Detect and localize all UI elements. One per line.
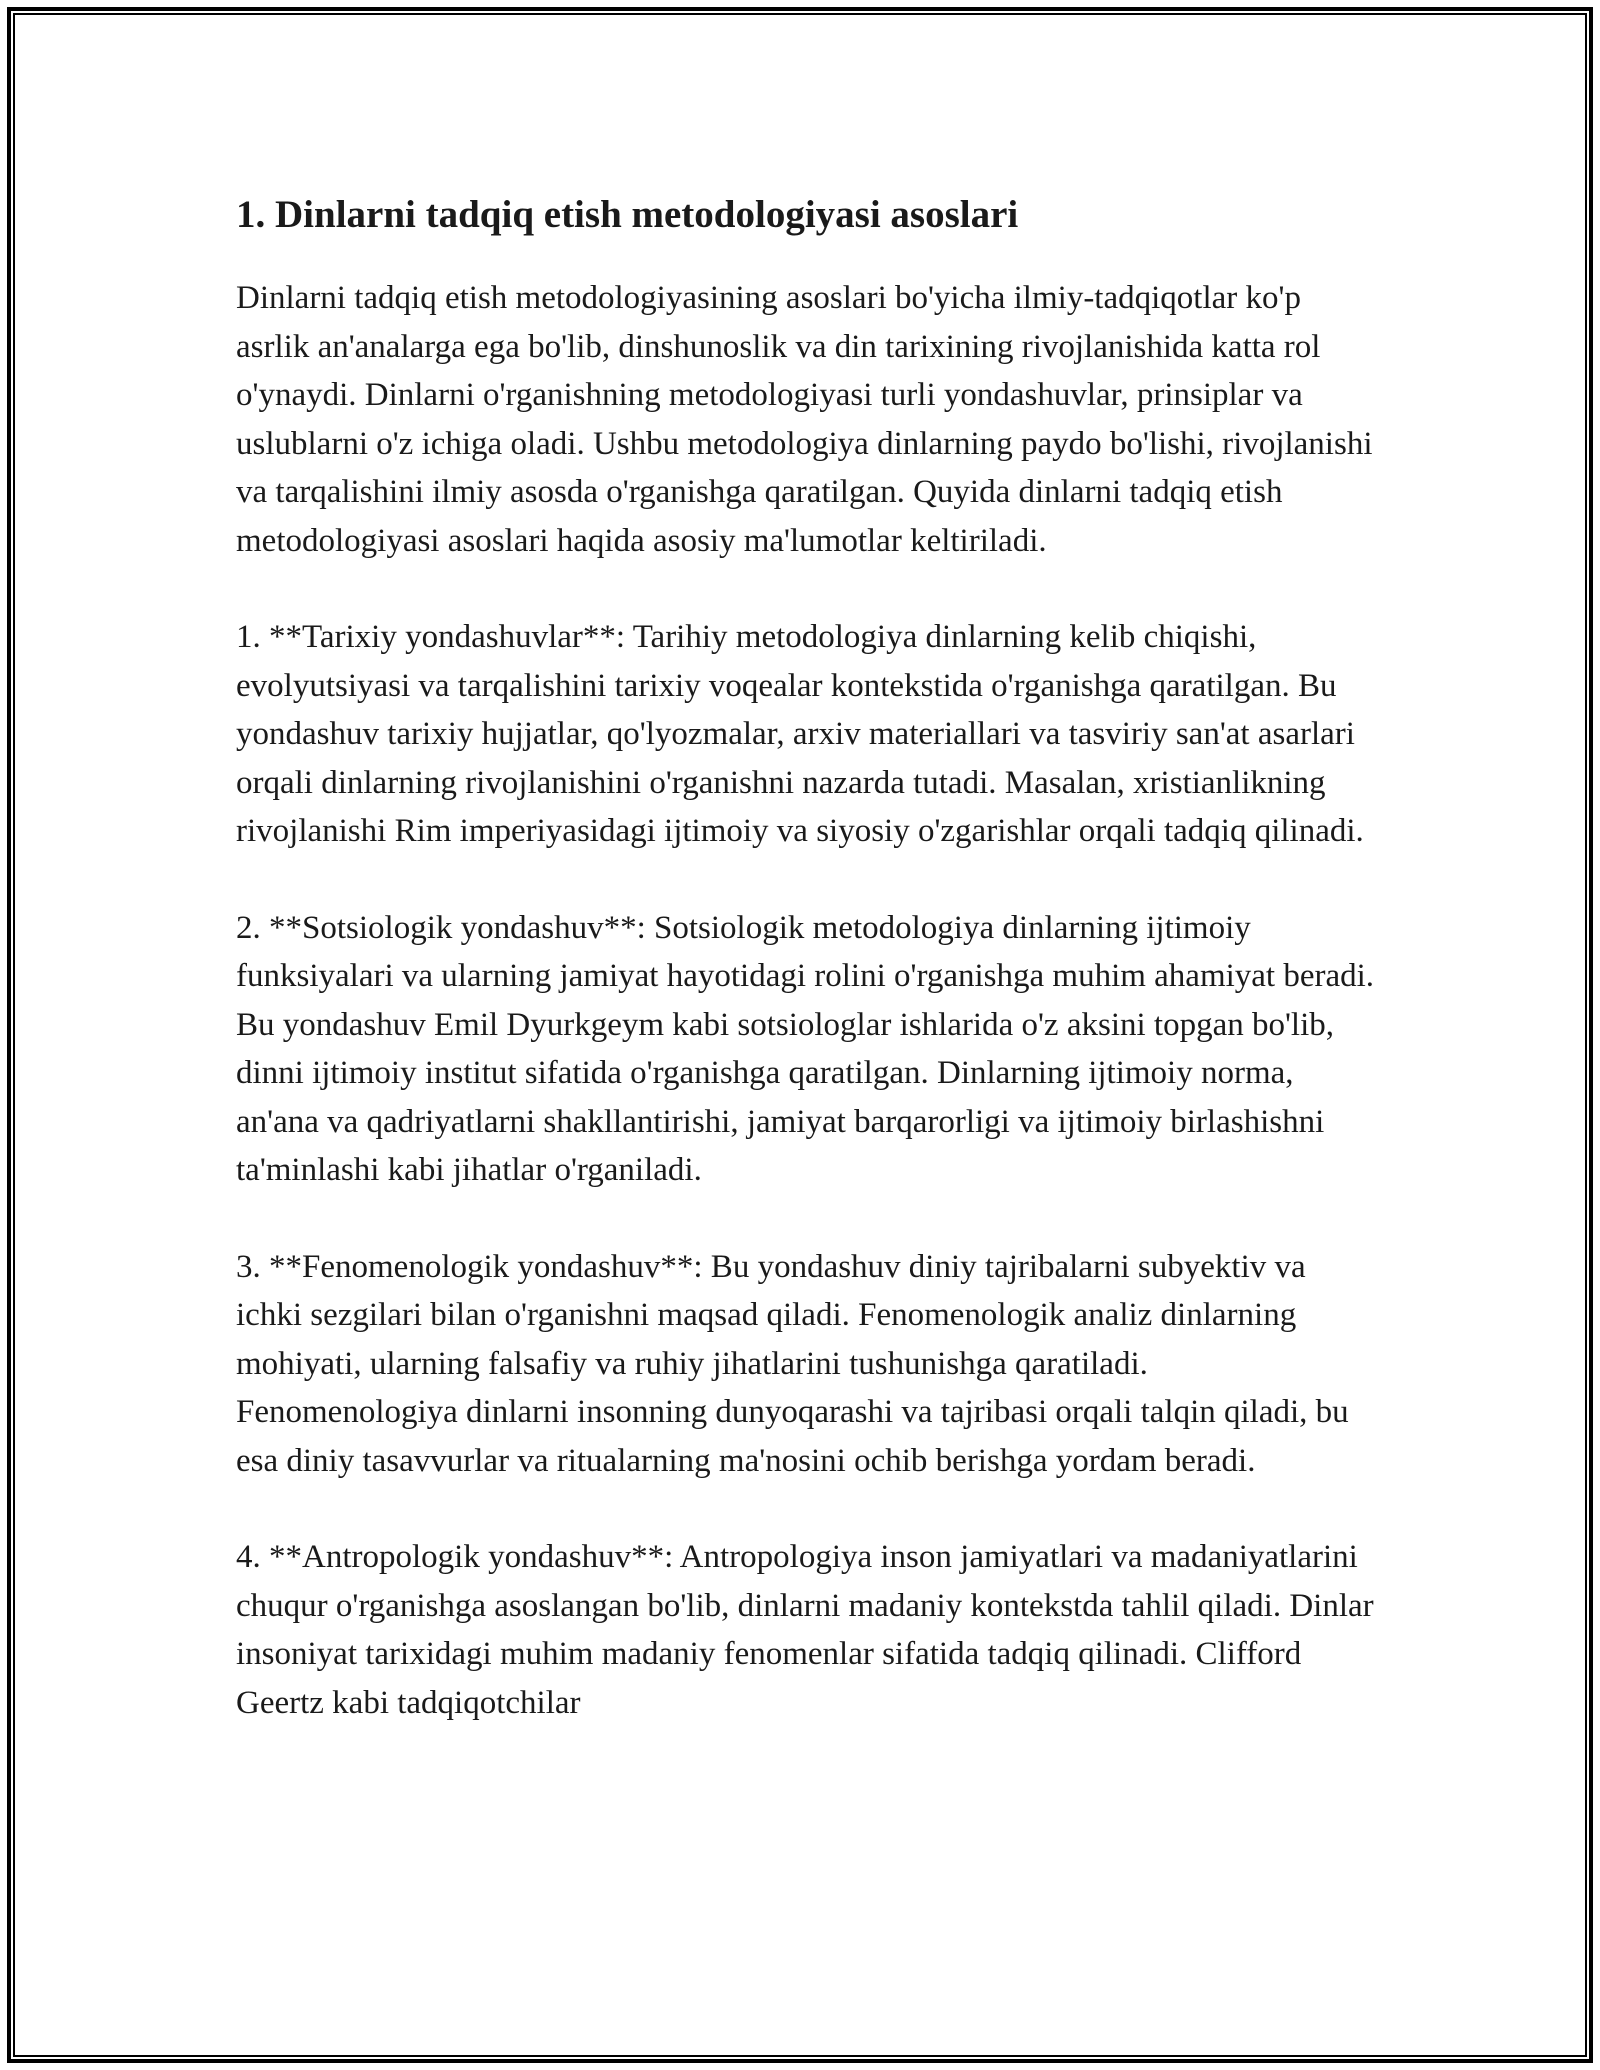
list-item-historical: 1. **Tarixiy yondashuvlar**: Tarihiy metodologiya dinlarning kelib chiqishi, evolyutsiyasi va tarqalishini tarixiy voqealar kontekstida o'rganishga qaratilgan. Bu yondashuv tarixiy hujjatlar, qo'lyozmalar, arxiv materiallari va tasviriy san'at asarlari orqali dinlarning rivojlanishini o'rganishni nazarda tutadi. Masalan, xristianlikning rivojlanishi Rim imperiyasidagi ijtimoiy va siyosiy o'zgarishlar orqali tadqiq qilinadi. xyxy=(236,619,1364,849)
section-heading: 1. Dinlarni tadqiq etish metodologiyasi asoslari xyxy=(236,193,1019,236)
list-item-anthropological: 4. **Antropologik yondashuv**: Antropologiya inson jamiyatlari va madaniyatlarini chuqur o'rganishga asoslangan bo'lib, dinlarni madaniy kontekstda tahlil qiladi. Dinlar insoniyat tarixidagi muhim madaniy fenomenlar sifatida tadqiq qilinadi. Clifford Geertz kabi tadqiqotchilar xyxy=(236,1539,1374,1721)
intro-paragraph: Dinlarni tadqiq etish metodologiyasining asoslari bo'yicha ilmiy-tadqiqotlar ko'p asrlik an'analarga ega bo'lib, dinshunoslik va din tarixining rivojlanishida katta rol o'ynaydi. Dinlarni o'rganishning metodologiyasi turli yondashuvlar, prinsiplar va uslublarni o'z ichiga oladi. Ushbu metodologiya dinlarning paydo bo'lishi, rivojlanishi va tarqalishini ilmiy asosda o'rganishga qaratilgan. Quyida dinlarni tadqiq etish metodologiyasi asoslari haqida asosiy ma'lumotlar keltiriladi. xyxy=(236,280,1373,559)
list-item-phenomenological: 3. **Fenomenologik yondashuv**: Bu yondashuv diniy tajribalarni subyektiv va ichki sezgilari bilan o'rganishni maqsad qiladi. Fenomenologik analiz dinlarning mohiyati, ularning falsafiy va ruhiy jihatlarini tushunishga qaratiladi. Fenomenologiya dinlarni insonning dunyoqarashi va tajribasi orqali talqin qiladi, bu esa diniy tasavvurlar va ritualarning ma'nosini ochib berishga yordam beradi. xyxy=(236,1248,1349,1479)
document-body xyxy=(236,180,1376,1775)
list-item-sociological: 2. **Sotsiologik yondashuv**: Sotsiologik metodologiya dinlarning ijtimoiy funksiyalari va ularning jamiyat hayotidagi rolini o'rganishga muhim ahamiyat beradi. Bu yondashuv Emil Dyurkgeym kabi sotsiologlar ishlarida o'z aksini topgan bo'lib, dinni ijtimoiy institut sifatida o'rganishga qaratilgan. Dinlarning ijtimoiy norma, an'ana va qadriyatlarni shakllantirishi, jamiyat barqarorligi va ijtimoiy birlashishni ta'minlashi kabi jihatlar o'rganiladi. xyxy=(236,909,1375,1188)
